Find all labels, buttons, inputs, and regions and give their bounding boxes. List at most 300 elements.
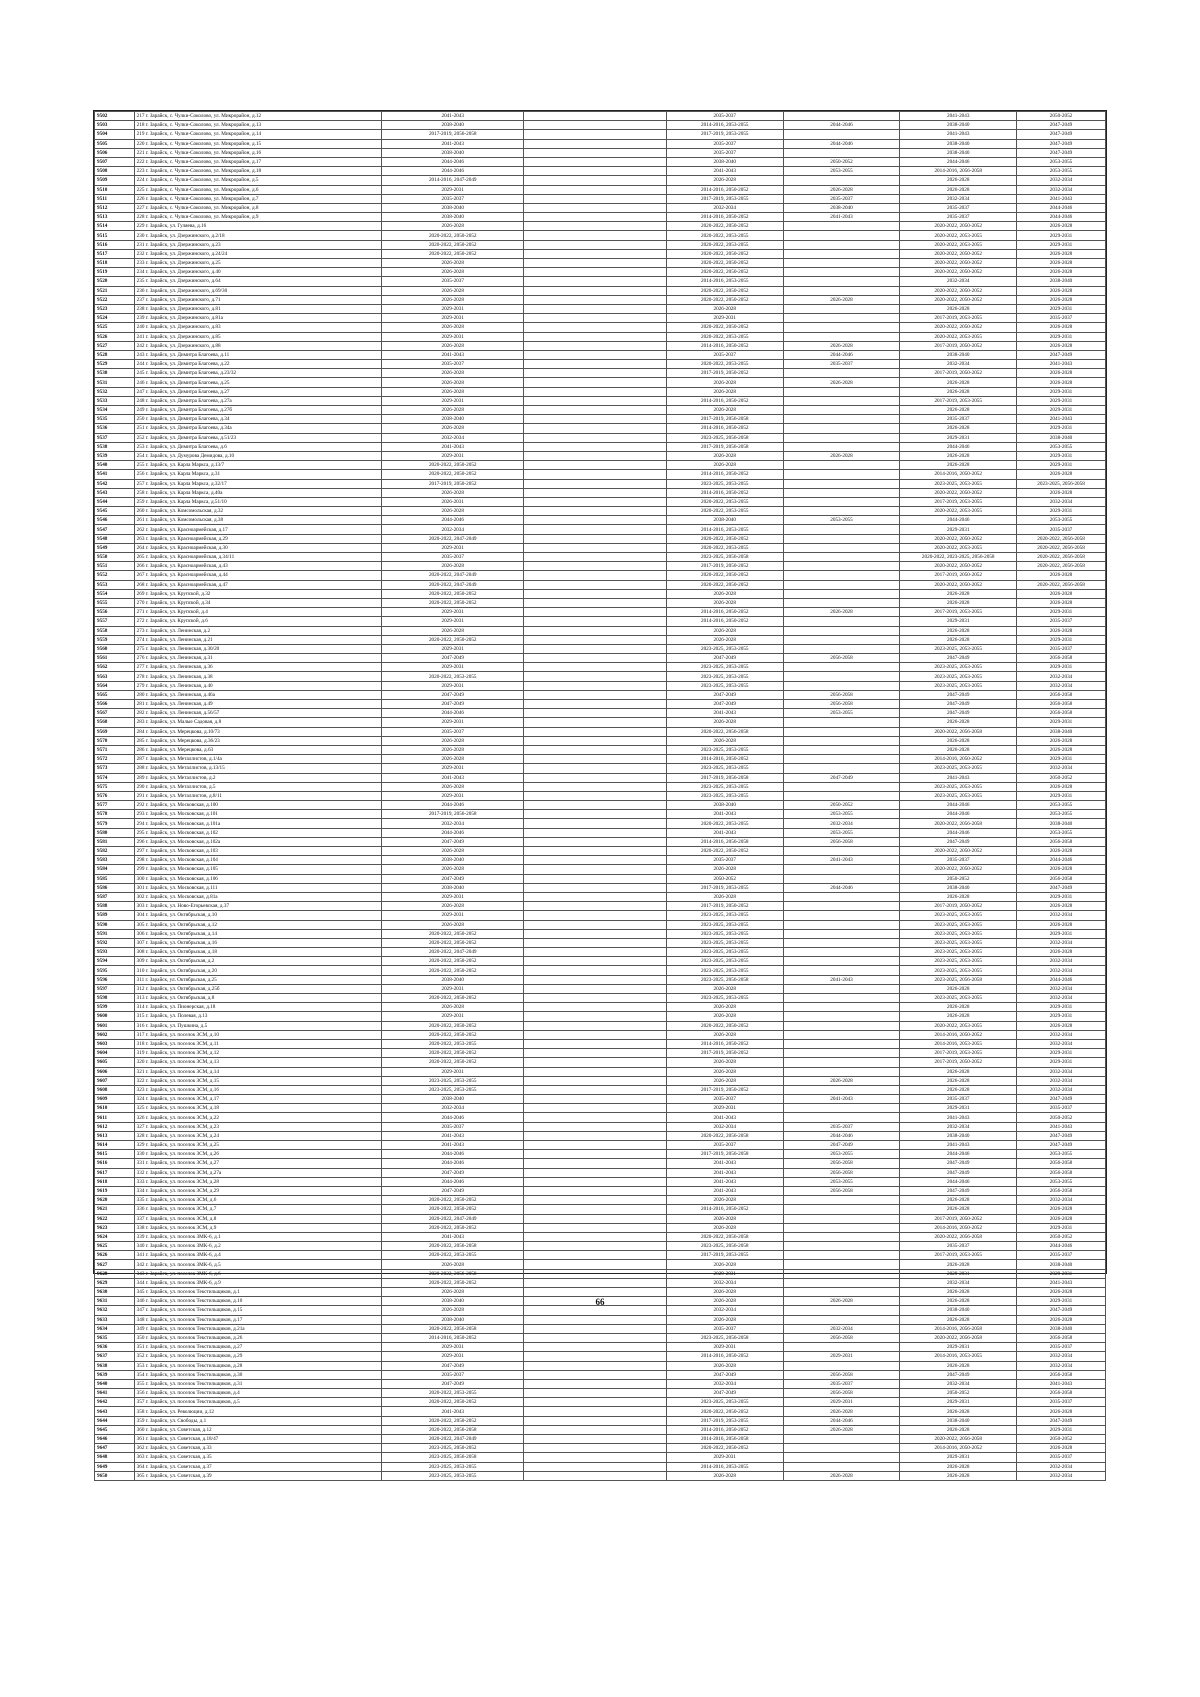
- period-d-cell: [783, 1113, 900, 1122]
- period-e-cell: 2026-2028: [900, 1288, 1017, 1297]
- address-cell: 267 г. Зарайск, ул. Красноармейская, д.44: [134, 571, 381, 580]
- table-row: [95, 203, 1106, 212]
- period-e-cell: 2047-2049: [900, 700, 1017, 709]
- period-d-cell: [783, 433, 900, 442]
- address-cell: 315 г. Зарайск, ул. Полевая, д.13: [134, 1012, 381, 1021]
- period-f-cell: 2029-2031: [1017, 1049, 1106, 1058]
- period-d-cell: [783, 406, 900, 415]
- period-f-cell: 2026-2028: [1017, 626, 1106, 635]
- period-f-cell: 2044-2046: [1017, 213, 1106, 222]
- period-a-cell: 2026-2028: [382, 902, 524, 911]
- period-c-cell: 2014-2016, 2050-2052: [666, 608, 783, 617]
- period-b-cell: [524, 148, 666, 157]
- period-c-cell: 2017-2019, 2053-2055: [666, 130, 783, 139]
- period-e-cell: 2014-2016, 2053-2055: [900, 1039, 1017, 1048]
- period-e-cell: 2047-2049: [900, 1186, 1017, 1195]
- period-e-cell: 2026-2028: [900, 1297, 1017, 1306]
- period-b-cell: [524, 1095, 666, 1104]
- period-a-cell: 2023-2025, 2053-2055: [382, 1462, 524, 1471]
- period-d-cell: [783, 231, 900, 240]
- row-number-cell: 9502: [95, 112, 135, 121]
- address-cell: 348 г. Зарайск, ул. поселок Текстильщиков, д.17: [134, 1315, 381, 1324]
- period-b-cell: [524, 1462, 666, 1471]
- period-f-cell: 2053-2055: [1017, 157, 1106, 166]
- period-a-cell: 2020-2022, 2050-2052: [382, 994, 524, 1003]
- period-f-cell: 2026-2028: [1017, 736, 1106, 745]
- period-f-cell: 2026-2028: [1017, 369, 1106, 378]
- period-c-cell: 2020-2022, 2050-2052: [666, 571, 783, 580]
- period-b-cell: [524, 461, 666, 470]
- table-row: [95, 589, 1106, 598]
- row-number-cell: 9621: [95, 1205, 135, 1214]
- period-d-cell: [783, 1288, 900, 1297]
- period-f-cell: 2047-2049: [1017, 1095, 1106, 1104]
- period-f-cell: 2035-2037: [1017, 644, 1106, 653]
- period-d-cell: [783, 1453, 900, 1462]
- row-number-cell: 9568: [95, 718, 135, 727]
- period-d-cell: [783, 286, 900, 295]
- address-cell: 293 г. Зарайск, ул. Московская, д.101: [134, 810, 381, 819]
- period-d-cell: 2056-2058: [783, 654, 900, 663]
- register-table-frame: [93, 110, 1107, 1479]
- period-d-cell: [783, 589, 900, 598]
- period-b-cell: [524, 1067, 666, 1076]
- address-cell: 243 г. Зарайск, ул. Димитра Благоева, д.11: [134, 350, 381, 359]
- row-number-cell: 9564: [95, 681, 135, 690]
- period-f-cell: 2029-2031: [1017, 240, 1106, 249]
- period-e-cell: 2038-2040: [900, 1306, 1017, 1315]
- row-number-cell: 9635: [95, 1333, 135, 1342]
- row-number-cell: 9572: [95, 755, 135, 764]
- period-f-cell: 2056-2058: [1017, 654, 1106, 663]
- period-d-cell: [783, 222, 900, 231]
- period-f-cell: 2032-2034: [1017, 1361, 1106, 1370]
- table-row: [95, 1168, 1106, 1177]
- period-a-cell: 2035-2037: [382, 194, 524, 203]
- period-b-cell: [524, 1039, 666, 1048]
- address-cell: 356 г. Зарайск, ул. поселок Текстильщиков, д.4: [134, 1389, 381, 1398]
- period-b-cell: [524, 1177, 666, 1186]
- page-number: 66: [595, 1297, 605, 1307]
- row-number-cell: 9630: [95, 1288, 135, 1297]
- period-c-cell: 2014-2016, 2050-2052: [666, 1205, 783, 1214]
- period-a-cell: 2041-2043: [382, 350, 524, 359]
- period-b-cell: [524, 1141, 666, 1150]
- row-number-cell: 9595: [95, 966, 135, 975]
- period-e-cell: 2020-2022, 2053-2055: [900, 332, 1017, 341]
- period-b-cell: [524, 553, 666, 562]
- period-b-cell: [524, 1012, 666, 1021]
- period-f-cell: 2047-2049: [1017, 883, 1106, 892]
- period-c-cell: 2038-2040: [666, 801, 783, 810]
- period-f-cell: 2038-2040: [1017, 727, 1106, 736]
- address-cell: 240 г. Зарайск, ул. Дзержинского, д.83: [134, 323, 381, 332]
- period-d-cell: [783, 1306, 900, 1315]
- period-b-cell: [524, 690, 666, 699]
- period-d-cell: [783, 1278, 900, 1287]
- table-row: [95, 1407, 1106, 1416]
- period-c-cell: 2014-2016, 2050-2052: [666, 396, 783, 405]
- period-c-cell: 2023-2025, 2053-2055: [666, 948, 783, 957]
- period-f-cell: 2041-2043: [1017, 415, 1106, 424]
- row-number-cell: 9512: [95, 203, 135, 212]
- address-cell: 280 г. Зарайск, ул. Ленинская, д.46а: [134, 690, 381, 699]
- period-b-cell: [524, 644, 666, 653]
- period-b-cell: [524, 1260, 666, 1269]
- period-e-cell: 2023-2025, 2053-2055: [900, 644, 1017, 653]
- period-e-cell: 2047-2049: [900, 690, 1017, 699]
- period-b-cell: [524, 240, 666, 249]
- table-row: [95, 277, 1106, 286]
- period-a-cell: 2026-2028: [382, 286, 524, 295]
- period-b-cell: [524, 847, 666, 856]
- row-number-cell: 9520: [95, 277, 135, 286]
- period-b-cell: [524, 571, 666, 580]
- period-e-cell: 2023-2025, 2053-2055: [900, 957, 1017, 966]
- period-a-cell: 2044-2046: [382, 709, 524, 718]
- period-d-cell: 2041-2043: [783, 975, 900, 984]
- period-b-cell: [524, 1030, 666, 1039]
- address-cell: 261 г. Зарайск, ул. Комсомольская, д.38: [134, 516, 381, 525]
- address-cell: 347 г. Зарайск, ул. поселок Текстильщиков, д.15: [134, 1306, 381, 1315]
- period-c-cell: 2014-2016, 2053-2055: [666, 277, 783, 286]
- period-c-cell: 2029-2031: [666, 1269, 783, 1278]
- table-row: [95, 1379, 1106, 1388]
- period-b-cell: [524, 755, 666, 764]
- period-c-cell: 2026-2028: [666, 1223, 783, 1232]
- period-b-cell: [524, 957, 666, 966]
- table-row: [95, 1076, 1106, 1085]
- period-a-cell: 2020-2022, 2047-2049: [382, 1214, 524, 1223]
- table-row: [95, 700, 1106, 709]
- period-d-cell: [783, 1260, 900, 1269]
- period-b-cell: [524, 1379, 666, 1388]
- period-a-cell: 2020-2022, 2050-2052: [382, 1278, 524, 1287]
- period-a-cell: 2026-2028: [382, 1260, 524, 1269]
- period-e-cell: 2041-2043: [900, 1113, 1017, 1122]
- period-c-cell: 2023-2025, 2056-2058: [666, 553, 783, 562]
- table-row: [95, 580, 1106, 589]
- period-a-cell: 2020-2022, 2056-2058: [382, 1324, 524, 1333]
- period-c-cell: 2017-2019, 2056-2058: [666, 773, 783, 782]
- table-row: [95, 635, 1106, 644]
- table-row: [95, 1333, 1106, 1342]
- period-f-cell: 2029-2031: [1017, 396, 1106, 405]
- period-a-cell: 2026-2028: [382, 259, 524, 268]
- row-number-cell: 9610: [95, 1104, 135, 1113]
- address-cell: 307 г. Зарайск, ул. Октябрьская, д.16: [134, 938, 381, 947]
- row-number-cell: 9537: [95, 433, 135, 442]
- period-a-cell: 2047-2049: [382, 1361, 524, 1370]
- register-table: [94, 111, 1106, 1481]
- row-number-cell: 9521: [95, 286, 135, 295]
- period-a-cell: 2026-2028: [382, 323, 524, 332]
- period-e-cell: 2020-2022, 2056-2058: [900, 819, 1017, 828]
- table-row: [95, 883, 1106, 892]
- period-a-cell: 2029-2031: [382, 791, 524, 800]
- period-c-cell: 2023-2025, 2053-2055: [666, 681, 783, 690]
- period-f-cell: 2047-2049: [1017, 1416, 1106, 1425]
- period-e-cell: 2047-2049: [900, 709, 1017, 718]
- period-c-cell: 2020-2022, 2050-2052: [666, 847, 783, 856]
- row-number-cell: 9540: [95, 461, 135, 470]
- period-e-cell: 2026-2028: [900, 176, 1017, 185]
- period-d-cell: 2035-2037: [783, 1122, 900, 1131]
- period-f-cell: 2047-2049: [1017, 1131, 1106, 1140]
- period-e-cell: 2014-2016, 2056-2058: [900, 1324, 1017, 1333]
- period-d-cell: [783, 847, 900, 856]
- period-f-cell: 2029-2031: [1017, 608, 1106, 617]
- period-a-cell: 2029-2031: [382, 608, 524, 617]
- period-a-cell: 2041-2043: [382, 1141, 524, 1150]
- table-row: [95, 1131, 1106, 1140]
- period-d-cell: 2047-2049: [783, 773, 900, 782]
- address-cell: 353 г. Зарайск, ул. поселок Текстильщиков, д.28: [134, 1361, 381, 1370]
- row-number-cell: 9648: [95, 1453, 135, 1462]
- period-f-cell: 2053-2055: [1017, 801, 1106, 810]
- period-d-cell: [783, 369, 900, 378]
- period-f-cell: 2056-2058: [1017, 1389, 1106, 1398]
- period-f-cell: 2029-2031: [1017, 1003, 1106, 1012]
- period-e-cell: 2026-2028: [900, 1471, 1017, 1480]
- period-c-cell: 2041-2043: [666, 709, 783, 718]
- period-c-cell: 2023-2025, 2056-2058: [666, 1333, 783, 1342]
- period-a-cell: 2044-2046: [382, 167, 524, 176]
- period-e-cell: 2020-2022, 2050-2052: [900, 562, 1017, 571]
- period-f-cell: 2038-2040: [1017, 1260, 1106, 1269]
- period-e-cell: 2020-2022, 2023-2025, 2056-2058: [900, 553, 1017, 562]
- row-number-cell: 9649: [95, 1462, 135, 1471]
- period-a-cell: 2029-2031: [382, 681, 524, 690]
- row-number-cell: 9557: [95, 617, 135, 626]
- period-f-cell: 2032-2034: [1017, 957, 1106, 966]
- period-e-cell: 2038-2040: [900, 1131, 1017, 1140]
- period-d-cell: [783, 112, 900, 121]
- period-f-cell: 2029-2031: [1017, 1425, 1106, 1434]
- period-d-cell: [783, 130, 900, 139]
- row-number-cell: 9548: [95, 534, 135, 543]
- period-e-cell: 2020-2022, 2050-2052: [900, 865, 1017, 874]
- period-d-cell: 2029-2031: [783, 1398, 900, 1407]
- period-e-cell: 2029-2031: [900, 1104, 1017, 1113]
- period-d-cell: [783, 1462, 900, 1471]
- period-b-cell: [524, 406, 666, 415]
- period-a-cell: 2020-2022, 2053-2055: [382, 1039, 524, 1048]
- period-d-cell: [783, 1242, 900, 1251]
- period-f-cell: 2026-2028: [1017, 249, 1106, 258]
- address-cell: 265 г. Зарайск, ул. Красноармейская, д.34/11: [134, 553, 381, 562]
- period-f-cell: 2020-2022, 2056-2058: [1017, 534, 1106, 543]
- period-e-cell: 2026-2028: [900, 1003, 1017, 1012]
- address-cell: 338 г. Зарайск, ул. поселок ЗСМ, д.9: [134, 1223, 381, 1232]
- address-cell: 305 г. Зарайск, ул. Октябрьская, д.12: [134, 920, 381, 929]
- period-e-cell: 2020-2022, 2050-2052: [900, 286, 1017, 295]
- period-b-cell: [524, 488, 666, 497]
- period-a-cell: 2020-2022, 2050-2052: [382, 1196, 524, 1205]
- period-e-cell: 2014-2016, 2050-2052: [900, 1444, 1017, 1453]
- period-e-cell: 2050-2052: [900, 1389, 1017, 1398]
- period-f-cell: 2038-2040: [1017, 1324, 1106, 1333]
- period-b-cell: [524, 1196, 666, 1205]
- address-cell: 296 г. Зарайск, ул. Московская, д.102а: [134, 837, 381, 846]
- period-c-cell: 2020-2022, 2050-2052: [666, 268, 783, 277]
- row-number-cell: 9567: [95, 709, 135, 718]
- period-b-cell: [524, 369, 666, 378]
- period-f-cell: 2029-2031: [1017, 718, 1106, 727]
- row-number-cell: 9539: [95, 451, 135, 460]
- address-cell: 222 г. Зарайск, с. Чулки-Соколово, ул. Микрорайон, д.17: [134, 157, 381, 166]
- table-row: [95, 314, 1106, 323]
- period-d-cell: [783, 1104, 900, 1113]
- period-b-cell: [524, 1370, 666, 1379]
- row-number-cell: 9626: [95, 1251, 135, 1260]
- period-b-cell: [524, 1150, 666, 1159]
- row-number-cell: 9623: [95, 1223, 135, 1232]
- period-c-cell: 2026-2028: [666, 1012, 783, 1021]
- period-d-cell: [783, 396, 900, 405]
- period-d-cell: [783, 424, 900, 433]
- table-row: [95, 562, 1106, 571]
- period-a-cell: 2029-2031: [382, 185, 524, 194]
- period-f-cell: 2044-2046: [1017, 975, 1106, 984]
- period-a-cell: 2020-2022, 2050-2052: [382, 470, 524, 479]
- period-b-cell: [524, 1214, 666, 1223]
- table-row: [95, 938, 1106, 947]
- period-d-cell: [783, 1315, 900, 1324]
- period-f-cell: 2032-2034: [1017, 764, 1106, 773]
- period-e-cell: 2017-2019, 2050-2052: [900, 341, 1017, 350]
- period-e-cell: 2026-2028: [900, 718, 1017, 727]
- address-cell: 318 г. Зарайск, ул. поселок ЗСМ, д.11: [134, 1039, 381, 1048]
- table-row: [95, 975, 1106, 984]
- period-c-cell: 2047-2049: [666, 690, 783, 699]
- period-b-cell: [524, 470, 666, 479]
- row-number-cell: 9640: [95, 1379, 135, 1388]
- period-e-cell: 2020-2022, 2053-2055: [900, 240, 1017, 249]
- period-e-cell: 2020-2022, 2050-2052: [900, 222, 1017, 231]
- period-f-cell: 2041-2043: [1017, 1278, 1106, 1287]
- period-f-cell: 2029-2031: [1017, 387, 1106, 396]
- period-f-cell: 2032-2034: [1017, 681, 1106, 690]
- table-row: [95, 194, 1106, 203]
- period-b-cell: [524, 176, 666, 185]
- address-cell: 300 г. Зарайск, ул. Московская, д.106: [134, 874, 381, 883]
- period-d-cell: [783, 755, 900, 764]
- period-a-cell: 2026-2028: [382, 1003, 524, 1012]
- table-row: [95, 185, 1106, 194]
- period-b-cell: [524, 994, 666, 1003]
- period-b-cell: [524, 598, 666, 607]
- period-d-cell: [783, 259, 900, 268]
- period-c-cell: 2023-2025, 2053-2055: [666, 791, 783, 800]
- table-row: [95, 112, 1106, 121]
- row-number-cell: 9531: [95, 378, 135, 387]
- period-a-cell: 2038-2040: [382, 148, 524, 157]
- period-a-cell: 2029-2031: [382, 764, 524, 773]
- row-number-cell: 9613: [95, 1131, 135, 1140]
- row-number-cell: 9584: [95, 865, 135, 874]
- period-f-cell: 2026-2028: [1017, 1214, 1106, 1223]
- address-cell: 266 г. Зарайск, ул. Красноармейская, д.43: [134, 562, 381, 571]
- period-a-cell: 2032-2034: [382, 1104, 524, 1113]
- period-a-cell: 2038-2040: [382, 1095, 524, 1104]
- period-c-cell: 2020-2022, 2053-2055: [666, 231, 783, 240]
- period-d-cell: [783, 966, 900, 975]
- address-cell: 274 г. Зарайск, ул. Ленинская, д.21: [134, 635, 381, 644]
- period-a-cell: 2047-2049: [382, 1186, 524, 1195]
- period-f-cell: 2032-2034: [1017, 672, 1106, 681]
- period-f-cell: 2035-2037: [1017, 1398, 1106, 1407]
- period-d-cell: [783, 240, 900, 249]
- period-e-cell: 2026-2028: [900, 984, 1017, 993]
- address-cell: 334 г. Зарайск, ул. поселок ЗСМ, д.29: [134, 1186, 381, 1195]
- address-cell: 239 г. Зарайск, ул. Дзержинского, д.81а: [134, 314, 381, 323]
- period-c-cell: 2023-2025, 2053-2055: [666, 911, 783, 920]
- period-f-cell: 2032-2034: [1017, 1471, 1106, 1480]
- table-row: [95, 1223, 1106, 1232]
- row-number-cell: 9632: [95, 1306, 135, 1315]
- address-cell: 352 г. Зарайск, ул. поселок Текстильщиков, д.29: [134, 1352, 381, 1361]
- period-d-cell: 2026-2028: [783, 1407, 900, 1416]
- period-d-cell: [783, 929, 900, 938]
- period-e-cell: 2026-2028: [900, 461, 1017, 470]
- period-e-cell: 2017-2019, 2053-2055: [900, 1049, 1017, 1058]
- period-c-cell: 2041-2043: [666, 1177, 783, 1186]
- address-cell: 290 г. Зарайск, ул. Металлистов, д.5: [134, 782, 381, 791]
- period-b-cell: [524, 1425, 666, 1434]
- period-e-cell: 2026-2028: [900, 185, 1017, 194]
- period-a-cell: 2029-2031: [382, 718, 524, 727]
- row-number-cell: 9636: [95, 1343, 135, 1352]
- period-f-cell: 2047-2049: [1017, 121, 1106, 130]
- period-b-cell: [524, 892, 666, 901]
- period-c-cell: 2041-2043: [666, 1113, 783, 1122]
- period-c-cell: 2020-2022, 2053-2055: [666, 497, 783, 506]
- period-d-cell: [783, 1039, 900, 1048]
- address-cell: 235 г. Зарайск, ул. Дзержинского, д.64: [134, 277, 381, 286]
- row-number-cell: 9611: [95, 1113, 135, 1122]
- period-d-cell: 2056-2058: [783, 700, 900, 709]
- period-c-cell: 2026-2028: [666, 589, 783, 598]
- period-b-cell: [524, 1324, 666, 1333]
- row-number-cell: 9553: [95, 580, 135, 589]
- period-a-cell: 2038-2040: [382, 975, 524, 984]
- table-row: [95, 598, 1106, 607]
- period-e-cell: 2044-2046: [900, 810, 1017, 819]
- period-a-cell: 2047-2049: [382, 837, 524, 846]
- period-e-cell: 2020-2022, 2050-2052: [900, 488, 1017, 497]
- period-c-cell: 2017-2019, 2056-2058: [666, 442, 783, 451]
- row-number-cell: 9588: [95, 902, 135, 911]
- period-c-cell: 2017-2019, 2050-2052: [666, 1085, 783, 1094]
- address-cell: 310 г. Зарайск, ул. Октябрьская, д.20: [134, 966, 381, 975]
- period-a-cell: 2041-2043: [382, 442, 524, 451]
- address-cell: 355 г. Зарайск, ул. поселок Текстильщиков, д.31: [134, 1379, 381, 1388]
- row-number-cell: 9563: [95, 672, 135, 681]
- period-f-cell: 2026-2028: [1017, 571, 1106, 580]
- address-cell: 324 г. Зарайск, ул. поселок ЗСМ, д.17: [134, 1095, 381, 1104]
- period-c-cell: 2020-2022, 2050-2052: [666, 323, 783, 332]
- address-cell: 228 г. Зарайск, с. Чулки-Соколово, ул. Микрорайон, д.9: [134, 213, 381, 222]
- period-a-cell: 2044-2046: [382, 1177, 524, 1186]
- period-c-cell: 2014-2016, 2050-2052: [666, 617, 783, 626]
- period-f-cell: 2026-2028: [1017, 598, 1106, 607]
- address-cell: 311 г. Зарайск, ул. Октябрьская, д.25: [134, 975, 381, 984]
- period-f-cell: 2029-2031: [1017, 929, 1106, 938]
- period-c-cell: 2014-2016, 2056-2058: [666, 837, 783, 846]
- period-f-cell: 2038-2040: [1017, 819, 1106, 828]
- period-e-cell: 2026-2028: [900, 1260, 1017, 1269]
